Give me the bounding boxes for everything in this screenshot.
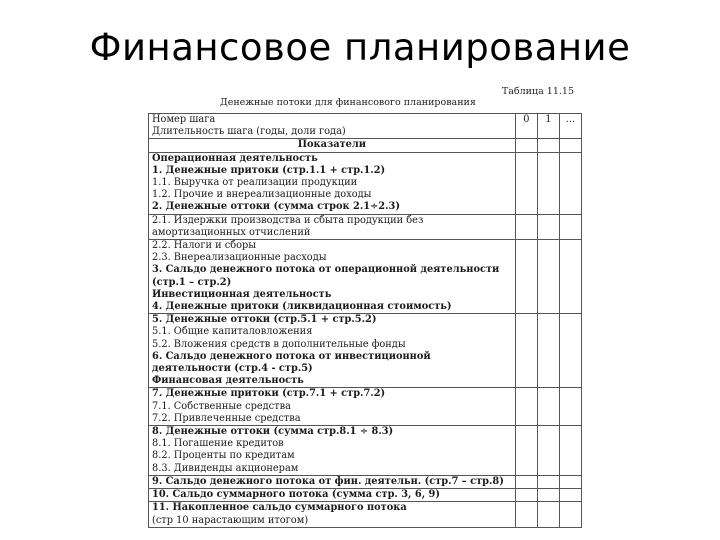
table-row: [149, 450, 582, 462]
row-cell: 7.1. Собственные средства: [149, 401, 516, 413]
table-row: [149, 165, 582, 177]
row-cell: 4. Денежные притоки (ликвидационная стоимость): [149, 301, 516, 314]
table-row: [149, 289, 582, 301]
table-row: [149, 214, 582, 227]
row-cell: 5.2. Вложения средств в дополнительные фонды: [149, 339, 516, 351]
row-cell: 5.1. Общие капиталовложения: [149, 326, 516, 338]
table-row: [149, 475, 582, 488]
table-row: [149, 314, 582, 327]
section-operating: Операционная деятельность: [149, 152, 516, 165]
table-row: [149, 264, 582, 276]
table-row: [149, 463, 582, 476]
row-cell: 1.1. Выручка от реализации продукции: [149, 177, 516, 189]
row-cell: (стр.1 – стр.2): [149, 277, 516, 289]
section-investment: Инвестиционная деятельность: [149, 289, 516, 301]
table-number: Таблица 11.15: [501, 86, 574, 97]
row-cell: деятельности (стр.4 - стр.5): [149, 363, 516, 375]
step-more-cell: ...: [559, 114, 581, 139]
cash-flow-table: [148, 113, 582, 528]
table-row: [149, 139, 582, 152]
step-1-cell: 1: [537, 114, 559, 139]
table-row: [149, 515, 582, 528]
row-cell: амортизационных отчислений: [149, 227, 516, 240]
table-row: [149, 252, 582, 264]
table-row: [149, 339, 582, 351]
row-cell: 7. Денежные притоки (стр.7.1 + стр.7.2): [149, 388, 516, 401]
table-row: [149, 502, 582, 515]
table-row: [149, 426, 582, 439]
row-cell: 3. Сальдо денежного потока от операционной деятельности: [149, 264, 516, 276]
table-row: [149, 277, 582, 289]
row-cell: 2.1. Издержки производства и сбыта продукции без: [149, 214, 516, 227]
table-row: [149, 301, 582, 314]
indicators-heading: Показатели: [149, 139, 516, 152]
row-cell: 7.2. Привлеченные средства: [149, 413, 516, 426]
step-duration-label: Длительность шага (годы, доли года): [149, 126, 516, 139]
row-cell: 1.2. Прочие и внереализационные доходы: [149, 189, 516, 201]
row-cell: 2.2. Налоги и сборы: [149, 240, 516, 253]
row-cell: 2.3. Внереализационные расходы: [149, 252, 516, 264]
row-cell: 6. Сальдо денежного потока от инвестиционной: [149, 351, 516, 363]
table-row: [149, 152, 582, 165]
section-financing: Финансовая деятельность: [149, 375, 516, 388]
table-row: [149, 240, 582, 253]
table-caption: Денежные потоки для финансового планирования: [220, 97, 476, 108]
table-row: [149, 388, 582, 401]
row-cell: 5. Денежные оттоки (стр.5.1 + стр.5.2): [149, 314, 516, 327]
row-cell: 8. Денежные оттоки (сумма стр.8.1 ÷ 8.3): [149, 426, 516, 439]
row-cell: 11. Накопленное сальдо суммарного потока: [149, 502, 516, 515]
row-cell: 8.2. Проценты по кредитам: [149, 450, 516, 462]
table-row: [149, 227, 582, 240]
row-cell: 10. Сальдо суммарного потока (сумма стр. 3, 6, 9): [149, 489, 516, 502]
table-row: [149, 351, 582, 363]
step-number-label: Номер шага: [149, 114, 516, 127]
table-row: [149, 189, 582, 201]
table-row: [149, 201, 582, 214]
row-cell: (стр 10 нарастающим итогом): [149, 515, 516, 528]
step-0-cell: 0: [515, 114, 537, 139]
table-row: [149, 489, 582, 502]
table-row: [149, 114, 582, 127]
table-row: [149, 375, 582, 388]
slide-title: Финансовое планирование: [89, 26, 631, 69]
row-cell: 9. Сальдо денежного потока от фин. деятельн. (стр.7 – стр.8): [149, 475, 516, 488]
row-cell: 1. Денежные притоки (стр.1.1 + стр.1.2): [149, 165, 516, 177]
table-row: [149, 177, 582, 189]
table-row: [149, 326, 582, 338]
row-cell: 8.1. Погашение кредитов: [149, 438, 516, 450]
row-cell: 2. Денежные оттоки (сумма строк 2.1÷2.3): [149, 201, 516, 214]
table-row: [149, 438, 582, 450]
row-cell: 8.3. Дивиденды акционерам: [149, 463, 516, 476]
table-row: [149, 413, 582, 426]
table-row: [149, 363, 582, 375]
table-row: [149, 401, 582, 413]
